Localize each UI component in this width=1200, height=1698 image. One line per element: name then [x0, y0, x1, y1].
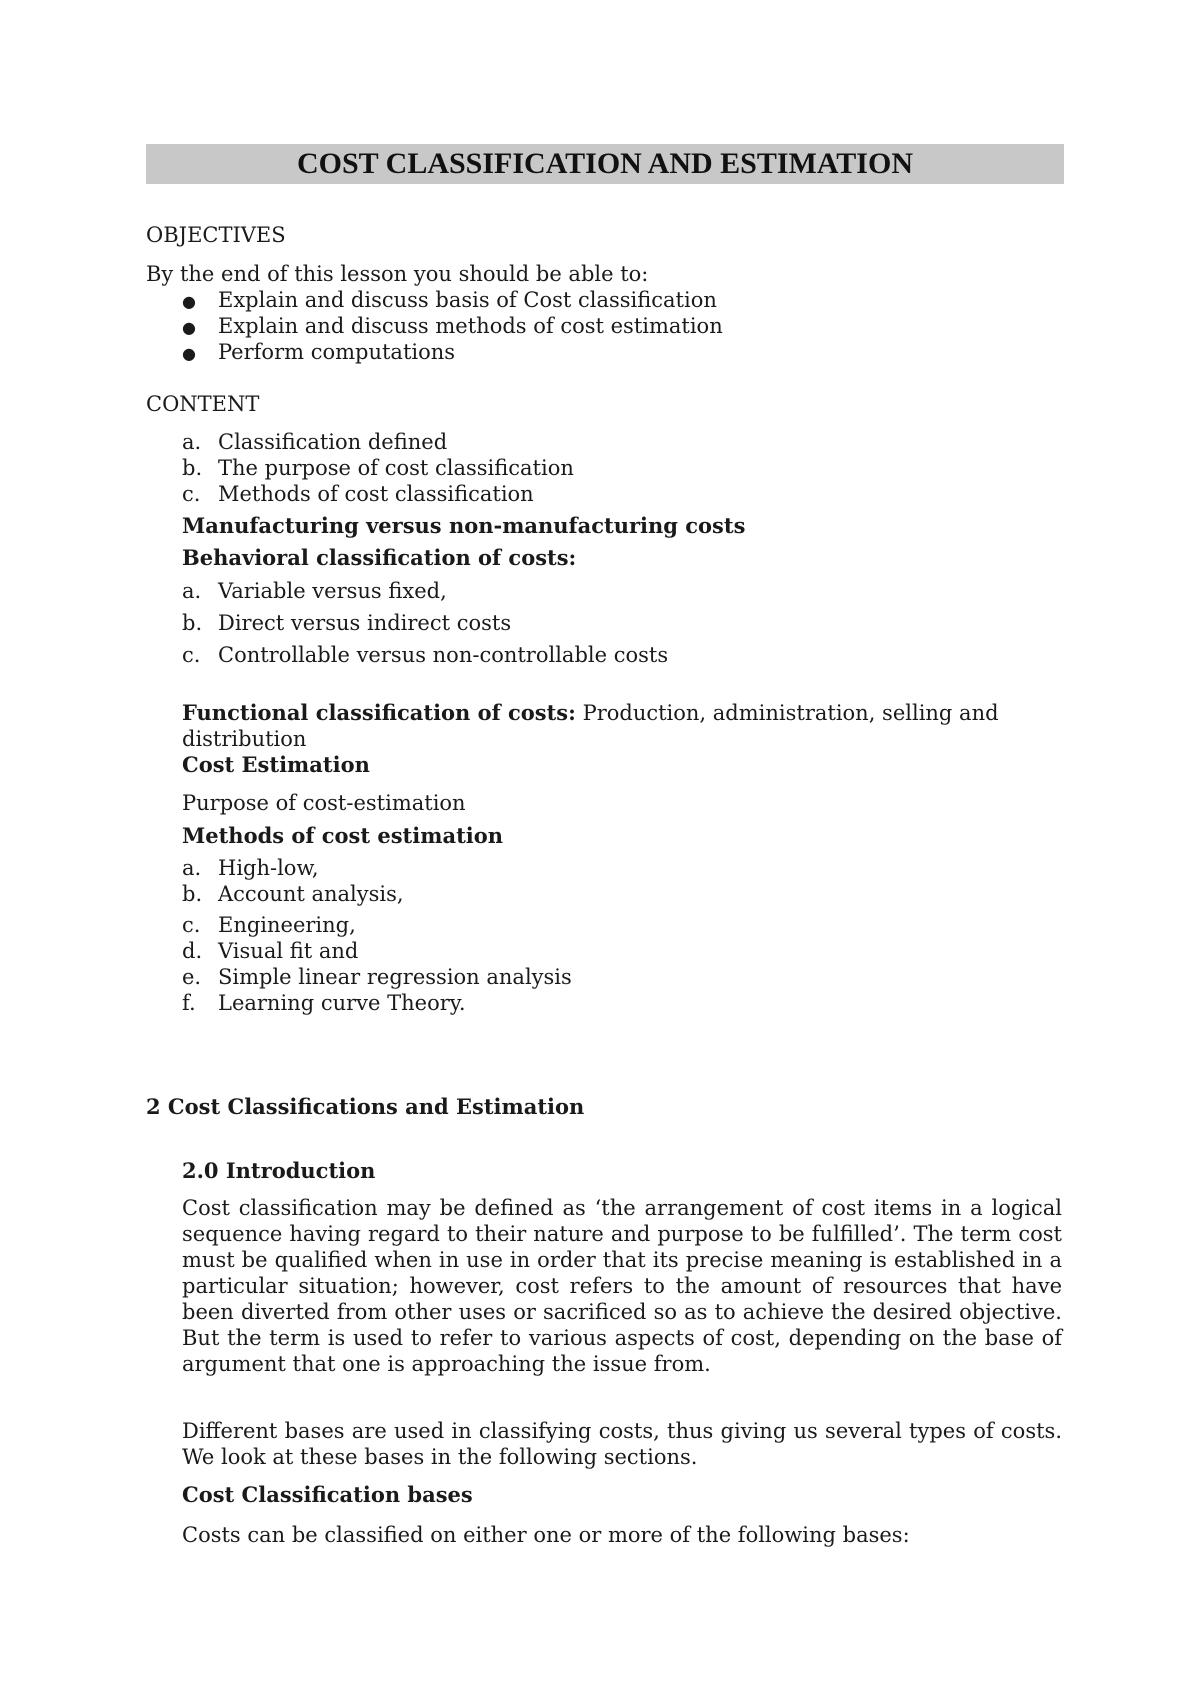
- list-item: ● Perform computations: [182, 339, 455, 367]
- list-item: b. Direct versus indirect costs: [182, 611, 512, 635]
- bullet-icon: ●: [182, 318, 196, 337]
- bases-paragraph: Different bases are used in classifying costs, thus giving us several types of costs. We look at these bases in the following sections.: [182, 1419, 1062, 1469]
- list-item: b. The purpose of cost classification: [182, 456, 574, 480]
- list-item: c. Methods of cost classification: [182, 482, 534, 506]
- list-item: c. Controllable versus non-controllable costs: [182, 643, 669, 667]
- bases-heading: Cost Classification bases: [182, 1482, 473, 1507]
- section-heading: 2 Cost Classifications and Estimation: [146, 1094, 585, 1119]
- introduction-paragraph: Cost classification may be defined as ‘the arrangement of cost items in a logical sequence having regard to their nature and purpose to be fulfilled’. The term cost must be qualified when in use in order that its precise meaning is established in a particular situation; however, cost refers to the amount of resources that have been diverted from other uses or sacrificed so as to achieve the desired objective. But the term is used to refer to various aspects of cost, depending on the base of argument that one is approaching the issue from.: [182, 1196, 1062, 1376]
- behavioral-heading: Behavioral classification of costs:: [182, 545, 577, 570]
- objectives-heading: OBJECTIVES: [146, 223, 286, 247]
- list-item: a. Classification defined: [182, 430, 448, 454]
- list-item: ● Explain and discuss methods of cost estimation: [182, 313, 723, 341]
- list-item: c. Engineering,: [182, 913, 356, 937]
- methods-heading: Methods of cost estimation: [182, 823, 504, 848]
- introduction-heading: 2.0 Introduction: [182, 1158, 376, 1183]
- cost-estimation-heading: Cost Estimation: [182, 752, 370, 777]
- objectives-intro: By the end of this lesson you should be able to:: [146, 262, 649, 286]
- list-item: a. High-low,: [182, 856, 319, 880]
- document-title: COST CLASSIFICATION AND ESTIMATION: [146, 144, 1064, 184]
- list-item: f. Learning curve Theory.: [182, 991, 466, 1015]
- list-item: d. Visual fit and: [182, 939, 359, 963]
- bases-text: Costs can be classified on either one or more of the following bases:: [182, 1523, 910, 1547]
- manufacturing-heading: Manufacturing versus non-manufacturing costs: [182, 513, 746, 538]
- bullet-icon: ●: [182, 292, 196, 311]
- list-item: e. Simple linear regression analysis: [182, 965, 572, 989]
- list-item: ● Explain and discuss basis of Cost classification: [182, 287, 717, 315]
- content-heading: CONTENT: [146, 392, 260, 416]
- purpose-text: Purpose of cost-estimation: [182, 791, 466, 815]
- list-item: b. Account analysis,: [182, 882, 404, 906]
- functional-continuation: distribution: [182, 727, 307, 751]
- list-item: a. Variable versus fixed,: [182, 579, 447, 603]
- functional-classification: Functional classification of costs: Production, administration, selling and: [182, 700, 999, 725]
- bullet-icon: ●: [182, 344, 196, 363]
